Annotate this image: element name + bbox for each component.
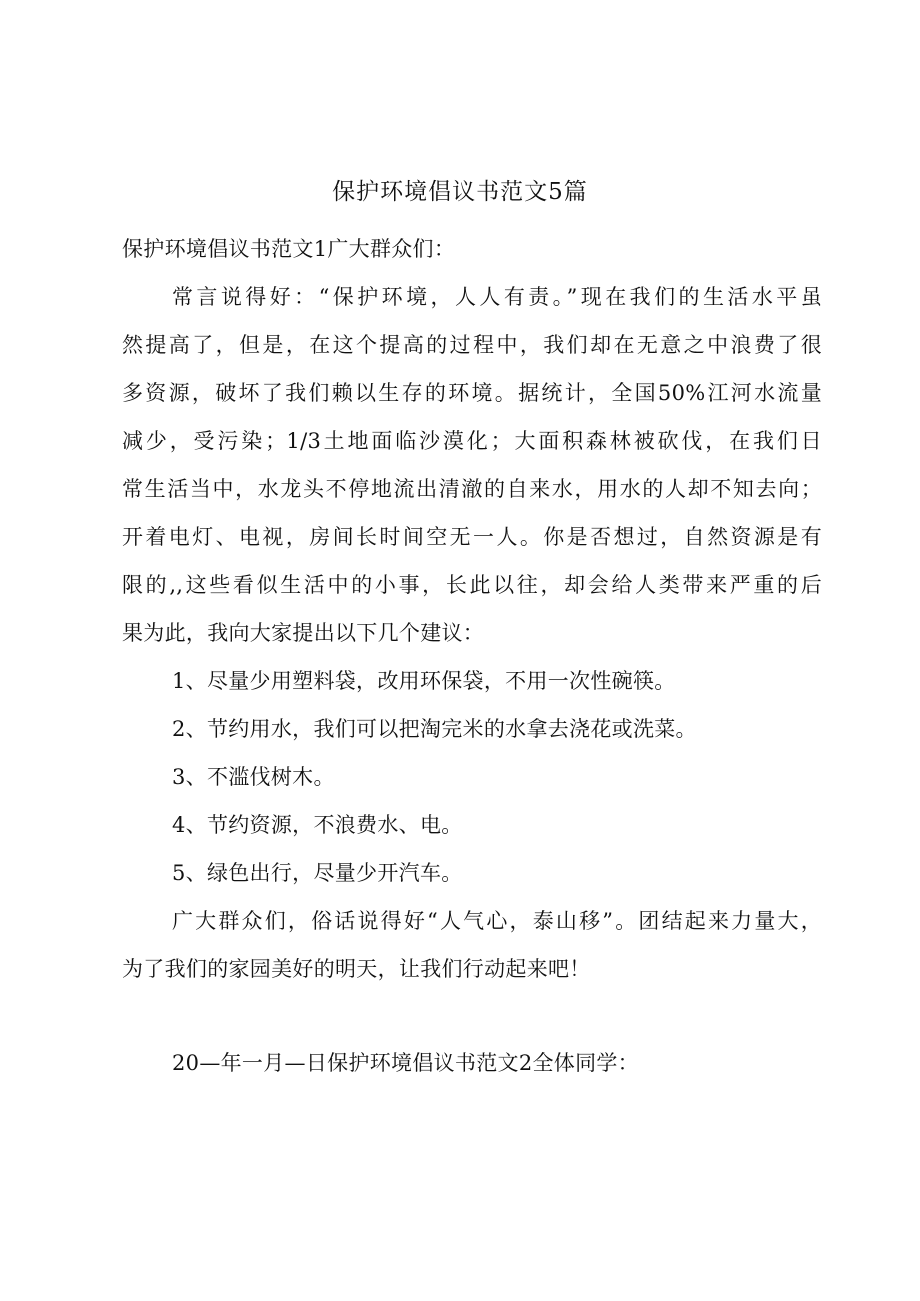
- paragraph-line: 限的,,这些看似生活中的小事，长此以往，却会给人类带来严重的后: [122, 573, 822, 597]
- suggestion-item: 1、尽量少用塑料袋，改用环保袋，不用一次性碗筷。: [172, 669, 676, 693]
- essay-heading: 保护环境倡议书范文1广大群众们：: [122, 237, 456, 261]
- paragraph-line: 常言说得好：“保护环境，人人有责。”现在我们的生活水平虽: [172, 285, 822, 309]
- paragraph-line: 减少，受污染；1/3土地面临沙漠化；大面积森林被砍伐，在我们日: [122, 429, 822, 453]
- paragraph-line: 然提高了，但是，在这个提高的过程中，我们却在无意之中浪费了很: [122, 333, 822, 357]
- paragraph-line: 广大群众们，俗话说得好“人气心，泰山移”。团结起来力量大，: [172, 909, 822, 933]
- paragraph-line: 为了我们的家园美好的明天，让我们行动起来吧！: [122, 957, 591, 981]
- suggestion-item: 3、不滥伐树木。: [172, 765, 335, 789]
- suggestion-item: 2、节约用水，我们可以把淘完米的水拿去浇花或洗菜。: [172, 717, 697, 741]
- paragraph-line: 多资源，破坏了我们赖以生存的环境。据统计，全国50%江河水流量: [122, 381, 822, 405]
- paragraph-intro: [122, 273, 822, 657]
- document-body: [122, 225, 822, 1087]
- suggestion-list: [122, 657, 822, 897]
- paragraph-closing: [122, 897, 822, 993]
- paragraph-line: 开着电灯、电视，房间长时间空无一人。你是否想过，自然资源是有: [122, 525, 822, 549]
- suggestion-item: 4、节约资源，不浪费水、电。: [172, 813, 463, 837]
- paragraph-line: 果为此，我向大家提出以下几个建议：: [122, 621, 485, 645]
- suggestion-item: 5、绿色出行，尽量少开汽车。: [172, 861, 463, 885]
- paragraph-line: 常生活当中，水龙头不停地流出清澈的自来水，用水的人却不知去向；: [122, 477, 822, 501]
- document-title: 保护环境倡议书范文5篇: [332, 179, 588, 205]
- section-spacer: [122, 993, 822, 1039]
- date-and-next-heading: 20—年一月—日保护环境倡议书范文2全体同学：: [172, 1051, 639, 1075]
